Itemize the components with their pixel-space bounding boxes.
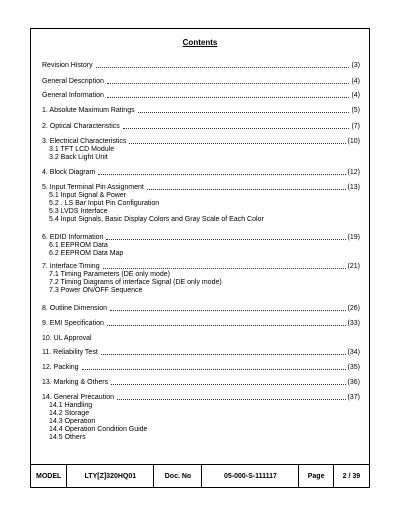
toc-row — [42, 305, 360, 313]
toc-page: (5) — [351, 107, 360, 114]
toc-leader — [110, 309, 346, 311]
toc-leader — [107, 96, 350, 98]
toc-label: 2. Optical Characteristics — [42, 123, 120, 130]
toc-label: 6. EDID Information — [42, 234, 104, 241]
toc-row — [42, 234, 360, 242]
toc-page: (33) — [347, 320, 360, 327]
footer-doc-label: Doc. No — [154, 465, 202, 487]
footer-page-label: Page — [299, 465, 333, 487]
toc-entry — [42, 234, 360, 258]
toc-page: (35) — [347, 364, 360, 371]
toc-row — [42, 123, 360, 131]
toc-entry — [42, 169, 360, 177]
toc-row — [42, 62, 360, 70]
toc-leader — [111, 383, 345, 385]
toc-leader — [129, 142, 345, 144]
toc-leader — [147, 188, 346, 190]
toc-row — [42, 394, 360, 402]
toc-label: 3. Electrical Characteristics — [42, 138, 127, 145]
toc-page: (36) — [347, 379, 360, 386]
toc-page: (37) — [347, 394, 360, 401]
toc-leader — [107, 82, 350, 84]
toc-leader — [101, 353, 346, 355]
toc-subentry: 6.2 EEPROM Data Map — [49, 250, 124, 257]
toc-entry — [42, 335, 360, 343]
toc-label: Revision History — [42, 62, 93, 69]
toc-entry — [42, 305, 360, 313]
toc-label: 13. Marking & Others — [42, 379, 109, 386]
toc-subentry: 5.3 LVDS Interface — [49, 208, 108, 215]
toc-row — [42, 320, 360, 328]
toc-page: (4) — [351, 92, 360, 99]
toc-subentry: 5.2 . LS Bar Input Pin Configuration — [49, 200, 160, 207]
toc-entry — [42, 364, 360, 372]
toc-entry — [42, 107, 360, 115]
toc-entry — [42, 394, 360, 442]
toc-entry — [42, 92, 360, 100]
toc-subentry: 14.3 Operation — [49, 418, 96, 425]
toc-page: (34) — [347, 349, 360, 356]
page-title: Contents — [182, 38, 218, 47]
toc-leader — [82, 368, 346, 370]
toc-entry — [42, 320, 360, 328]
toc-entry — [42, 123, 360, 131]
toc-leader — [123, 127, 350, 129]
toc-entry — [42, 62, 360, 70]
toc-row — [42, 78, 360, 86]
toc-label: 5. Input Terminal Pin Assignment — [42, 184, 144, 191]
footer-doc-value: 05-000-S-111117 — [202, 465, 299, 487]
toc-row — [42, 184, 360, 192]
toc-entry — [42, 263, 360, 295]
toc-leader — [107, 324, 346, 326]
toc-leader — [106, 238, 345, 240]
toc-page: (19) — [347, 234, 360, 241]
toc-page: (21) — [347, 263, 360, 270]
toc-label: 11. Reliability Test — [42, 349, 98, 356]
toc-row — [42, 364, 360, 372]
toc-leader — [138, 111, 350, 113]
toc-subentry: 7.1 Timing Parameters (DE only mode) — [49, 271, 170, 278]
toc-row — [42, 107, 360, 115]
footer-model-value: LTY[Z]320HQ01 — [67, 465, 154, 487]
toc-label: 7. Interface Timing — [42, 263, 100, 270]
toc-leader — [117, 398, 346, 400]
toc-label: 9. EMI Specification — [42, 320, 104, 327]
toc-entry — [42, 349, 360, 357]
toc-label: 1. Absolute Maximum Ratings — [42, 107, 135, 114]
toc-label: General Description — [42, 78, 104, 85]
toc-entry — [42, 78, 360, 86]
footer-page-value: 2 / 39 — [342, 472, 361, 480]
toc-row — [42, 379, 360, 387]
toc-row — [42, 335, 360, 343]
toc-subentry: 5.4 Input Signals, Basic Display Colors and Gray Scale of Each Color — [49, 216, 264, 223]
toc-label: 10. UL Approval — [42, 335, 92, 342]
toc-leader — [103, 267, 346, 269]
footer-model-label: MODEL — [31, 465, 67, 487]
toc-entry — [42, 184, 360, 224]
toc-page: (13) — [347, 184, 360, 191]
toc-label: General Information — [42, 92, 104, 99]
toc-leader — [98, 173, 345, 175]
toc-subentry: 6.1 EEPROM Data — [49, 242, 108, 249]
toc-page: (10) — [347, 138, 360, 145]
toc-subentry: 14.5 Others — [49, 434, 86, 441]
toc-leader — [96, 66, 350, 68]
toc-row — [42, 92, 360, 100]
toc-row — [42, 169, 360, 177]
toc-entry — [42, 138, 360, 162]
toc-row — [42, 263, 360, 271]
toc-page: (26) — [347, 305, 360, 312]
toc-label: 14. General Precaution — [42, 394, 114, 401]
toc-subentry: 14.4 Operation Condition Guide — [49, 426, 148, 433]
toc-label: 12. Packing — [42, 364, 79, 371]
toc-subentry: 3.2 Back Light Unit — [49, 154, 108, 161]
toc-page: (12) — [347, 169, 360, 176]
toc-label: 4. Block Diagram — [42, 169, 96, 176]
toc-page: (4) — [351, 78, 360, 85]
toc-label: 8. Outline Dimension — [42, 305, 107, 312]
toc-page: (3) — [351, 62, 360, 69]
toc-subentry: 14.2 Storage — [49, 410, 90, 417]
toc-subentry: 14.1 Handling — [49, 402, 93, 409]
toc-subentry: 5.1 Input Signal & Power — [49, 192, 127, 199]
toc-entry — [42, 379, 360, 387]
toc-subentry: 3.1 TFT LCD Module — [49, 146, 115, 153]
contents-frame — [30, 28, 370, 488]
toc-subentry: 7.2 Timing Diagrams of interface Signal (DE only mode) — [49, 279, 222, 286]
toc-row — [42, 138, 360, 146]
toc-page: (7) — [351, 123, 360, 130]
toc-row — [42, 349, 360, 357]
toc-subentry: 7.3 Power ON/OFF Sequence — [49, 287, 143, 294]
document-footer — [30, 464, 370, 488]
